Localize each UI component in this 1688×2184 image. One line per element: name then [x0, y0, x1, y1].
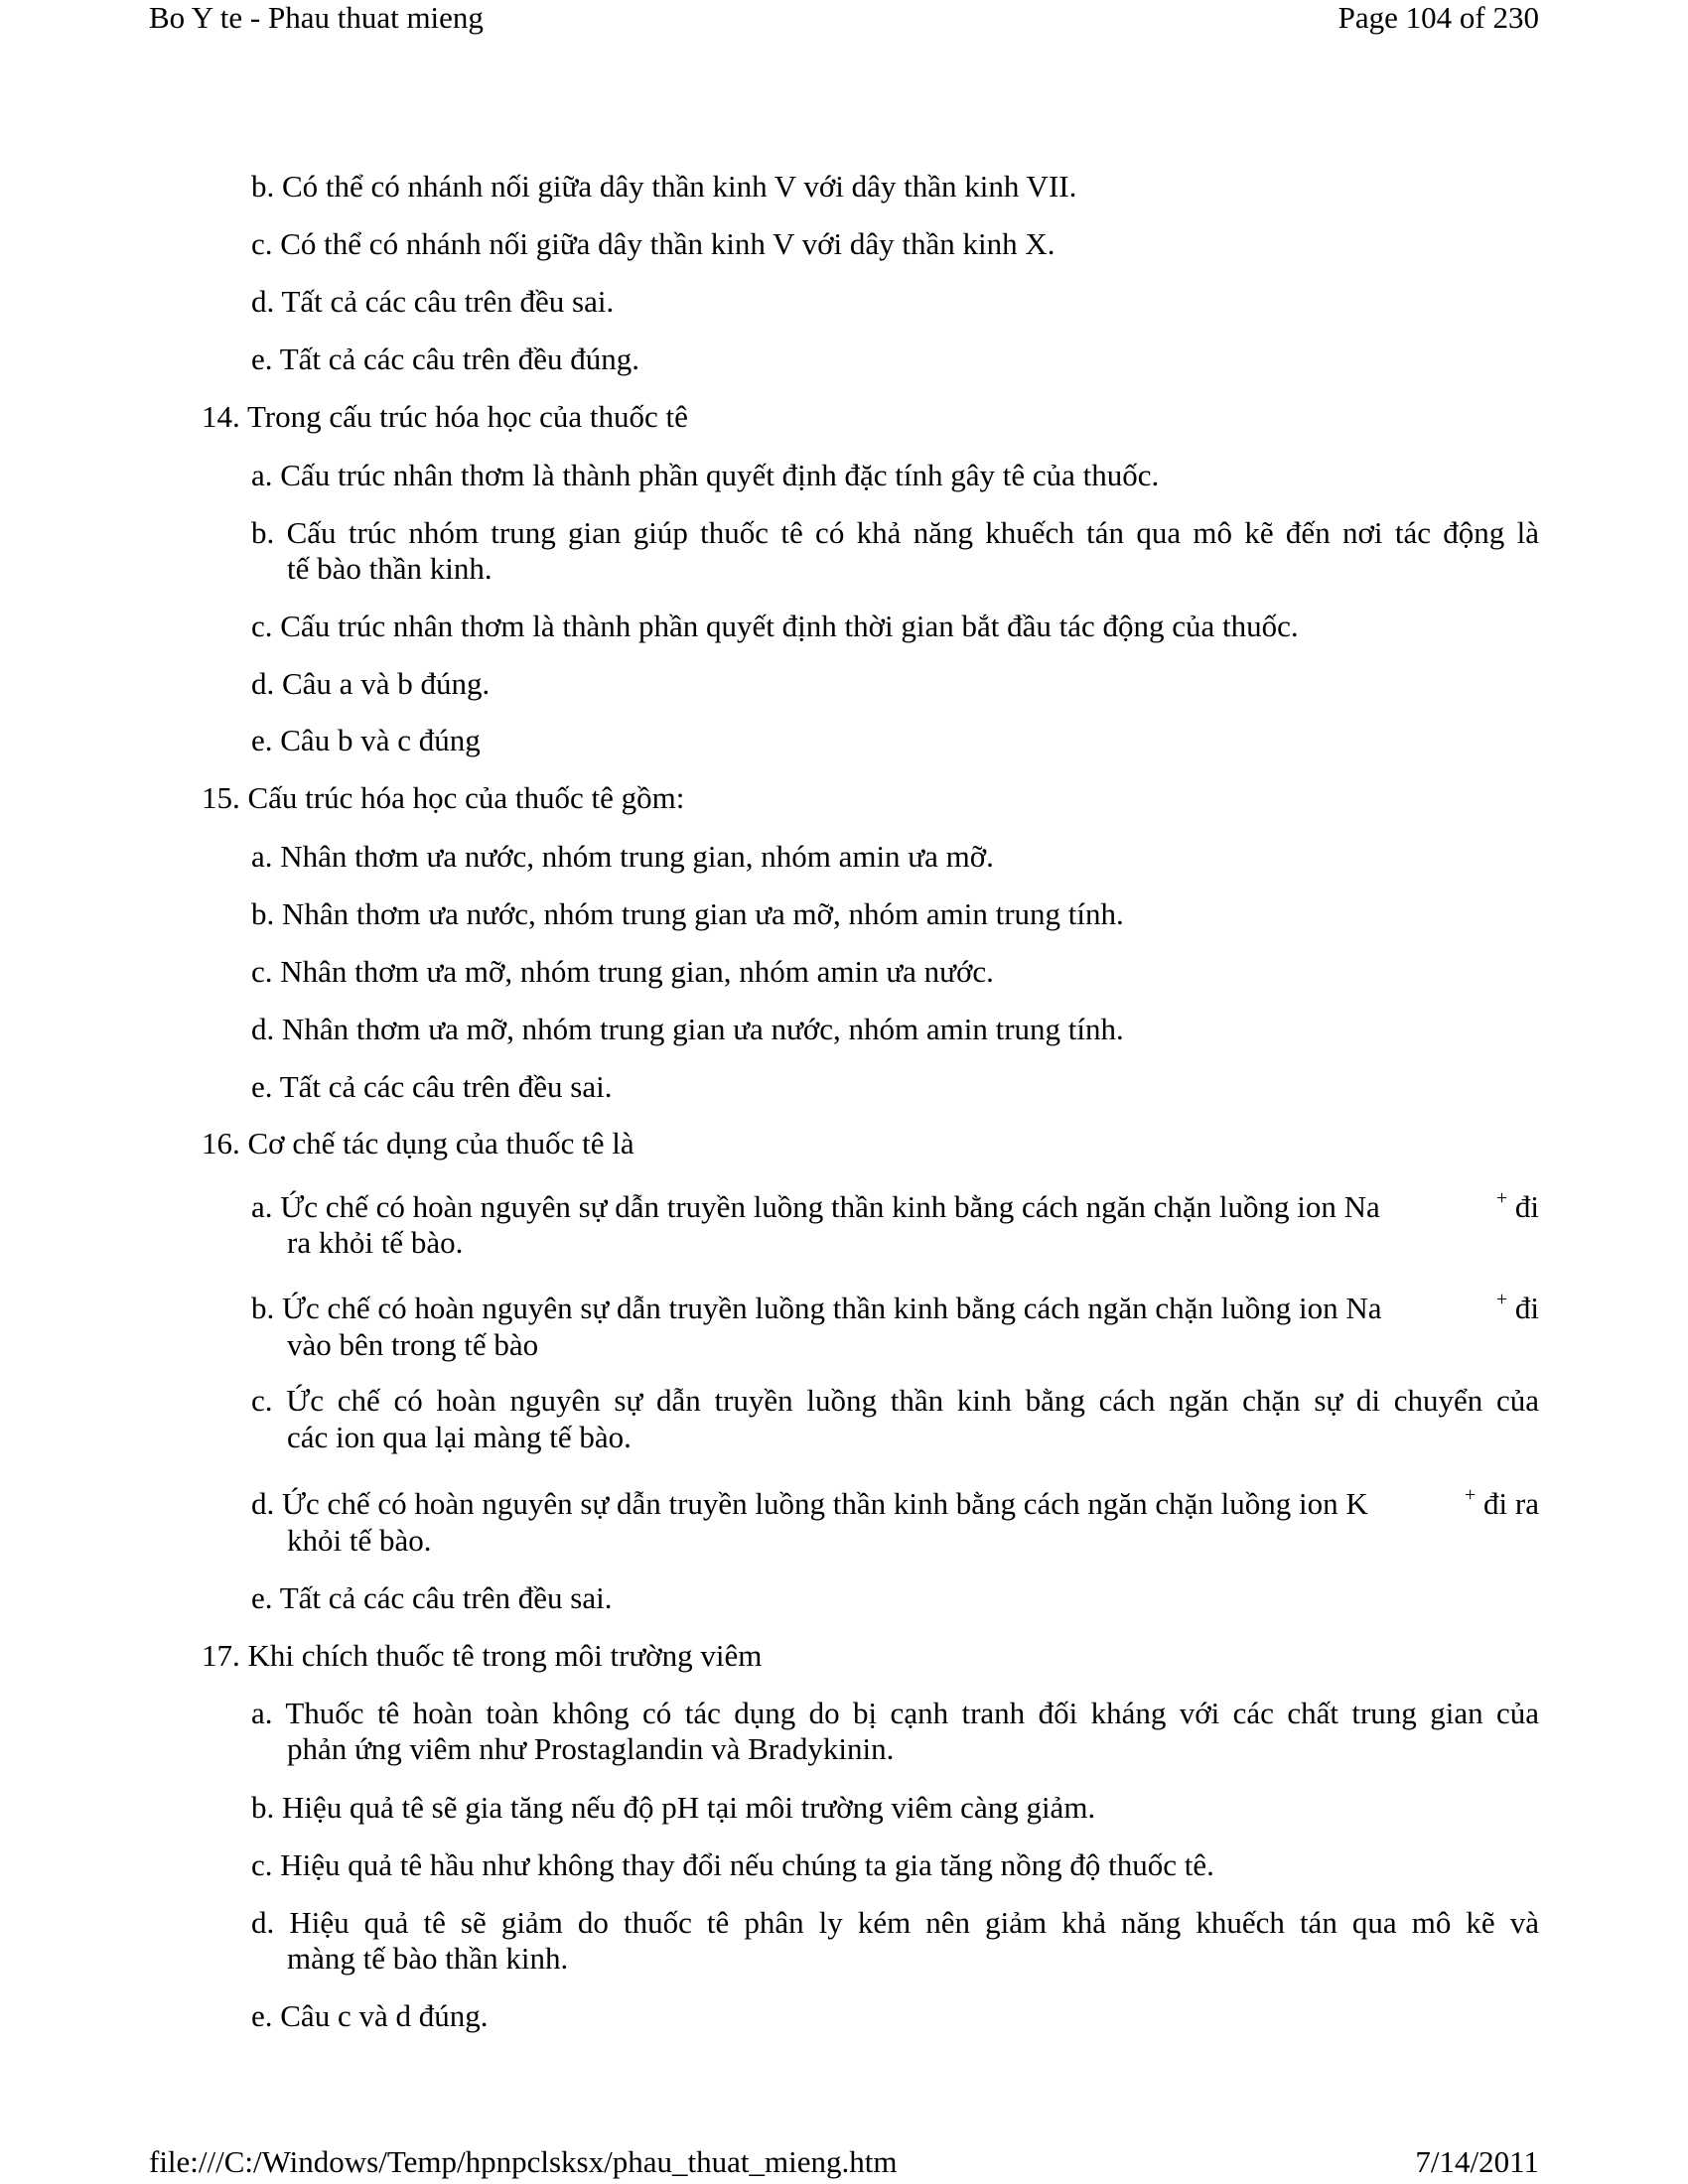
option-16e: e. Tất cả các câu trên đều sai. [251, 1580, 613, 1615]
option-14a: a. Cấu trúc nhân thơm là thành phần quyết định đặc tính gây tê của thuốc. [251, 458, 1160, 492]
option-14e: e. Câu b và c đúng [251, 723, 481, 757]
header-page-number: Page 104 of 230 [1337, 0, 1539, 35]
footer-file-path: file:///C:/Windows/Temp/hpnpclsksx/phau_thuat_mieng.htm [149, 2144, 898, 2179]
header-title: Bo Y te - Phau thuat mieng [149, 0, 484, 35]
option-16a-line1 [251, 1186, 1539, 1225]
option-16d-after: đi ra [1476, 1486, 1539, 1521]
option-14b-line2: tế bào thần kinh. [287, 551, 492, 586]
option-17c: c. Hiệu quả tê hầu như không thay đổi nếu chúng ta gia tăng nồng độ thuốc tê. [251, 1847, 1214, 1882]
option-16a-after: đi [1507, 1189, 1539, 1224]
option-17d-line1: d. Hiệu quả tê sẽ giảm do thuốc tê phân ly kém nên giảm khả năng khuếch tán qua mô kẽ và [251, 1905, 1539, 1940]
option-16c-line1: c. Ức chế có hoàn nguyên sự dẫn truyền luồng thần kinh bằng cách ngăn chặn sự di chuyển của [251, 1383, 1539, 1418]
question-15-title: 15. Cấu trúc hóa học của thuốc tê gồm: [202, 780, 685, 815]
option-13c: c. Có thể có nhánh nối giữa dây thần kinh V với dây thần kinh X. [251, 226, 1055, 261]
option-16d-tail [1465, 1483, 1539, 1522]
option-16a-text: a. Ức chế có hoàn nguyên sự dẫn truyền luồng thần kinh bằng cách ngăn chặn luồng ion Na [251, 1189, 1380, 1224]
option-13e: e. Tất cả các câu trên đều đúng. [251, 341, 640, 376]
option-16b-text: b. Ức chế có hoàn nguyên sự dẫn truyền luồng thần kinh bằng cách ngăn chặn luồng ion Na [251, 1291, 1382, 1325]
option-16d-text: d. Ức chế có hoàn nguyên sự dẫn truyền luồng thần kinh bằng cách ngăn chặn luồng ion K [251, 1486, 1368, 1521]
footer-date: 7/14/2011 [1415, 2144, 1539, 2179]
option-16d-superscript: + [1465, 1483, 1477, 1506]
option-15a: a. Nhân thơm ưa nước, nhóm trung gian, nhóm amin ưa mỡ. [251, 839, 994, 874]
option-17a-line1: a. Thuốc tê hoàn toàn không có tác dụng do bị cạnh tranh đối kháng với các chất trung gian của [251, 1696, 1539, 1730]
option-13b: b. Có thể có nhánh nối giữa dây thần kinh V với dây thần kinh VII. [251, 169, 1077, 204]
option-15c: c. Nhân thơm ưa mỡ, nhóm trung gian, nhóm amin ưa nước. [251, 954, 994, 989]
option-16b-line1 [251, 1288, 1539, 1326]
option-16b-tail [1495, 1288, 1539, 1326]
option-17d-line2: màng tế bào thần kinh. [287, 1941, 569, 1976]
option-15d: d. Nhân thơm ưa mỡ, nhóm trung gian ưa nước, nhóm amin trung tính. [251, 1012, 1124, 1046]
option-16a-superscript: + [1495, 1186, 1508, 1209]
question-14-title: 14. Trong cấu trúc hóa học của thuốc tê [202, 399, 688, 434]
option-17b: b. Hiệu quả tê sẽ gia tăng nếu độ pH tại môi trường viêm càng giảm. [251, 1790, 1096, 1825]
option-16a-line2: ra khỏi tế bào. [287, 1225, 464, 1260]
option-16b-line2: vào bên trong tế bào [287, 1327, 539, 1362]
option-15e: e. Tất cả các câu trên đều sai. [251, 1069, 613, 1104]
option-16d-line2: khỏi tế bào. [287, 1523, 432, 1558]
option-16b-superscript: + [1495, 1288, 1508, 1310]
option-15b: b. Nhân thơm ưa nước, nhóm trung gian ưa mỡ, nhóm amin trung tính. [251, 896, 1124, 931]
option-14b-line1: b. Cấu trúc nhóm trung gian giúp thuốc tê có khả năng khuếch tán qua mô kẽ đến nơi tác động là [251, 515, 1539, 550]
option-13d: d. Tất cả các câu trên đều sai. [251, 284, 615, 319]
question-17-title: 17. Khi chích thuốc tê trong môi trường viêm [202, 1638, 763, 1673]
option-14c: c. Cấu trúc nhân thơm là thành phần quyết định thời gian bắt đầu tác động của thuốc. [251, 609, 1299, 643]
option-16b-after: đi [1507, 1291, 1539, 1325]
option-16d-line1 [251, 1483, 1539, 1522]
page-footer [149, 2144, 1539, 2180]
option-16c-line2: các ion qua lại màng tế bào. [287, 1420, 632, 1454]
question-16-title: 16. Cơ chế tác dụng của thuốc tê là [202, 1126, 634, 1160]
option-17e: e. Câu c và d đúng. [251, 1998, 489, 2033]
option-17a-line2: phản ứng viêm như Prostaglandin và Bradykinin. [287, 1731, 895, 1766]
option-16a-tail [1495, 1186, 1539, 1225]
option-14d: d. Câu a và b đúng. [251, 666, 491, 701]
